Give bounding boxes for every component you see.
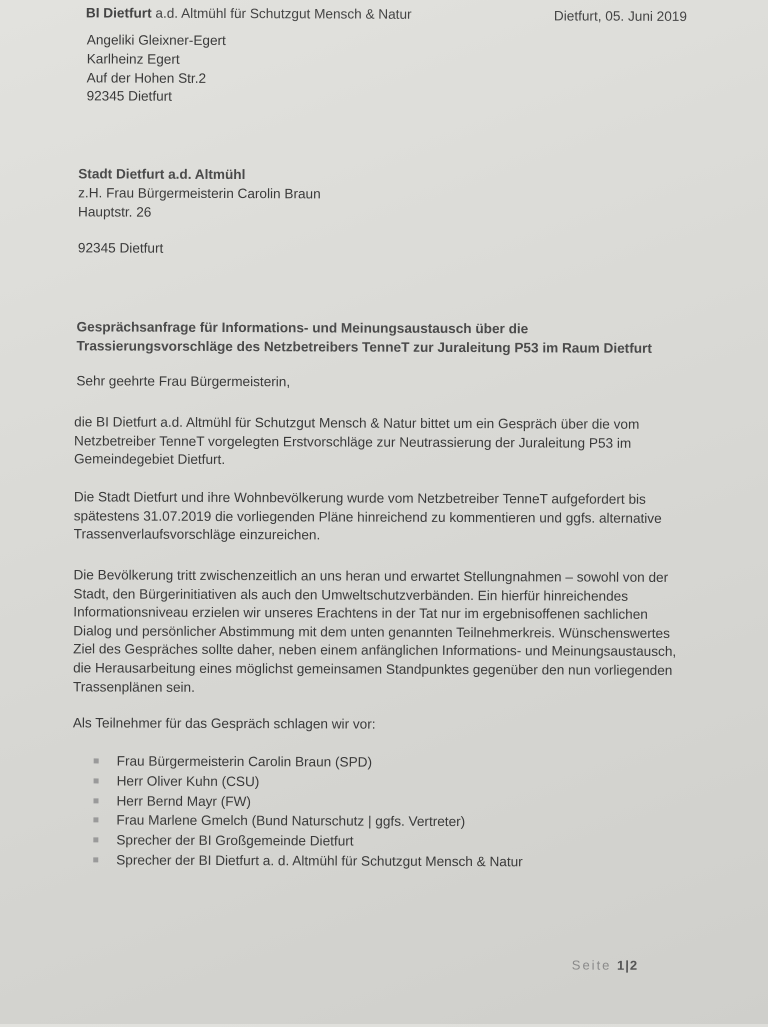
paragraph-line: Die Bevölkerung tritt zwischenzeitlich an uns heran und erwartet Stellungnahmen – sowohl von der [73, 567, 669, 585]
paragraph-line: Ziel des Gespräches sollte daher, neben einem anfänglichen Informations- und Meinungsaustausch, [73, 641, 677, 660]
paragraph-participants-intro [73, 714, 376, 734]
list-item: Sprecher der BI Dietfurt a. d. Altmühl für Schutzgut Mensch & Natur [93, 850, 523, 872]
sender-address [87, 31, 226, 107]
paragraph-request [74, 413, 639, 471]
paragraph-line: Trassenplänen sein. [72, 678, 195, 695]
sender-line: Angeliki Gleixner-Egert [86, 32, 226, 48]
recipient-line: z.H. Frau Bürgermeisterin Carolin Braun [78, 185, 321, 202]
subject-line: Gesprächsanfrage für Informations- und Meinungsaustausch über die [76, 319, 529, 337]
letterhead-org-bold: BI Dietfurt [85, 5, 152, 21]
letter-date: Dietfurt, 05. Juni 2019 [553, 8, 687, 24]
paragraph-line: Gemeindegebiet Dietfurt. [73, 451, 226, 468]
paragraph-line: Die Stadt Dietfurt und ihre Wohnbevölkerung wurde vom Netzbetreiber TenneT aufgefordert bis [73, 489, 646, 507]
list-item: Herr Bernd Mayr (FW) [93, 791, 523, 813]
sender-line: 92345 Dietfurt [86, 88, 173, 105]
subject-line: Trassierungsvorschläge des Netzbetreibers TenneT zur Juraleitung P53 im Raum Dietfurt [76, 338, 652, 356]
page-label: Seite [571, 957, 612, 973]
sender-line: Karlheinz Egert [86, 51, 180, 67]
recipient-address [78, 165, 321, 222]
paragraph-line: die Herausarbeitung eines möglichst gemeinsamen Standpunktes gegenüber den nun vorliegenden [73, 660, 673, 678]
paragraph-line: Trassenverlaufsvorschläge einzureichen. [73, 526, 321, 543]
paragraph-motivation [73, 566, 677, 699]
participant-list [93, 751, 523, 872]
recipient-line: Hauptstr. 26 [78, 203, 152, 220]
letterhead-organization [86, 4, 412, 24]
paragraph-line: spätestens 31.07.2019 die vorliegenden Pläne hinreichend zu kommentieren und ggfs. alternative [73, 507, 662, 526]
paragraph-line: Dialog und persönlicher Abstimmung mit dem unten genannten Teilnehmerkreis. Wünschenswertes [73, 623, 670, 641]
recipient-name: Stadt Dietfurt a.d. Altmühl [78, 166, 246, 183]
letter-subject [76, 317, 652, 358]
recipient-zip-city: 92345 Dietfurt [77, 240, 164, 256]
paragraph-line: Informationsniveau erzielen wir unseres Erachtens in der Tat nur im ergebnisoffenen sachlichen [73, 604, 648, 623]
paragraph-line: Stadt, den Bürgerinitiativen als auch den Umweltschutzverbänden. Ein hierfür hinreichendes [73, 585, 629, 604]
salutation: Sehr geehrte Frau Bürgermeisterin, [76, 373, 291, 390]
list-item: Sprecher der BI Großgemeinde Dietfurt [93, 831, 523, 853]
paragraph-line: Als Teilnehmer für das Gespräch schlagen wir vor: [72, 715, 376, 732]
sender-line: Auf der Hohen Str.2 [86, 69, 207, 86]
list-item: Herr Oliver Kuhn (CSU) [94, 771, 524, 793]
list-item: Frau Bürgermeisterin Carolin Braun (SPD) [94, 751, 524, 773]
page-current: 1 [617, 957, 626, 973]
list-item: Frau Marlene Gmelch (Bund Naturschutz | ggfs. Vertreter) [93, 811, 523, 833]
page-number [572, 958, 638, 973]
page-separator: | [625, 957, 630, 973]
paragraph-line: Netzbetreiber TenneT vorgelegten Erstvorschläge zur Neutrassierung der Juraleitung P53 im [74, 432, 632, 451]
paragraph-line: die BI Dietfurt a.d. Altmühl für Schutzgut Mensch & Natur bittet um ein Gespräch über die vom [74, 414, 640, 432]
page-total: 2 [629, 957, 639, 973]
letterhead-org-rest: a.d. Altmühl für Schutzgut Mensch & Natur [151, 5, 412, 22]
paragraph-deadline [74, 488, 662, 546]
